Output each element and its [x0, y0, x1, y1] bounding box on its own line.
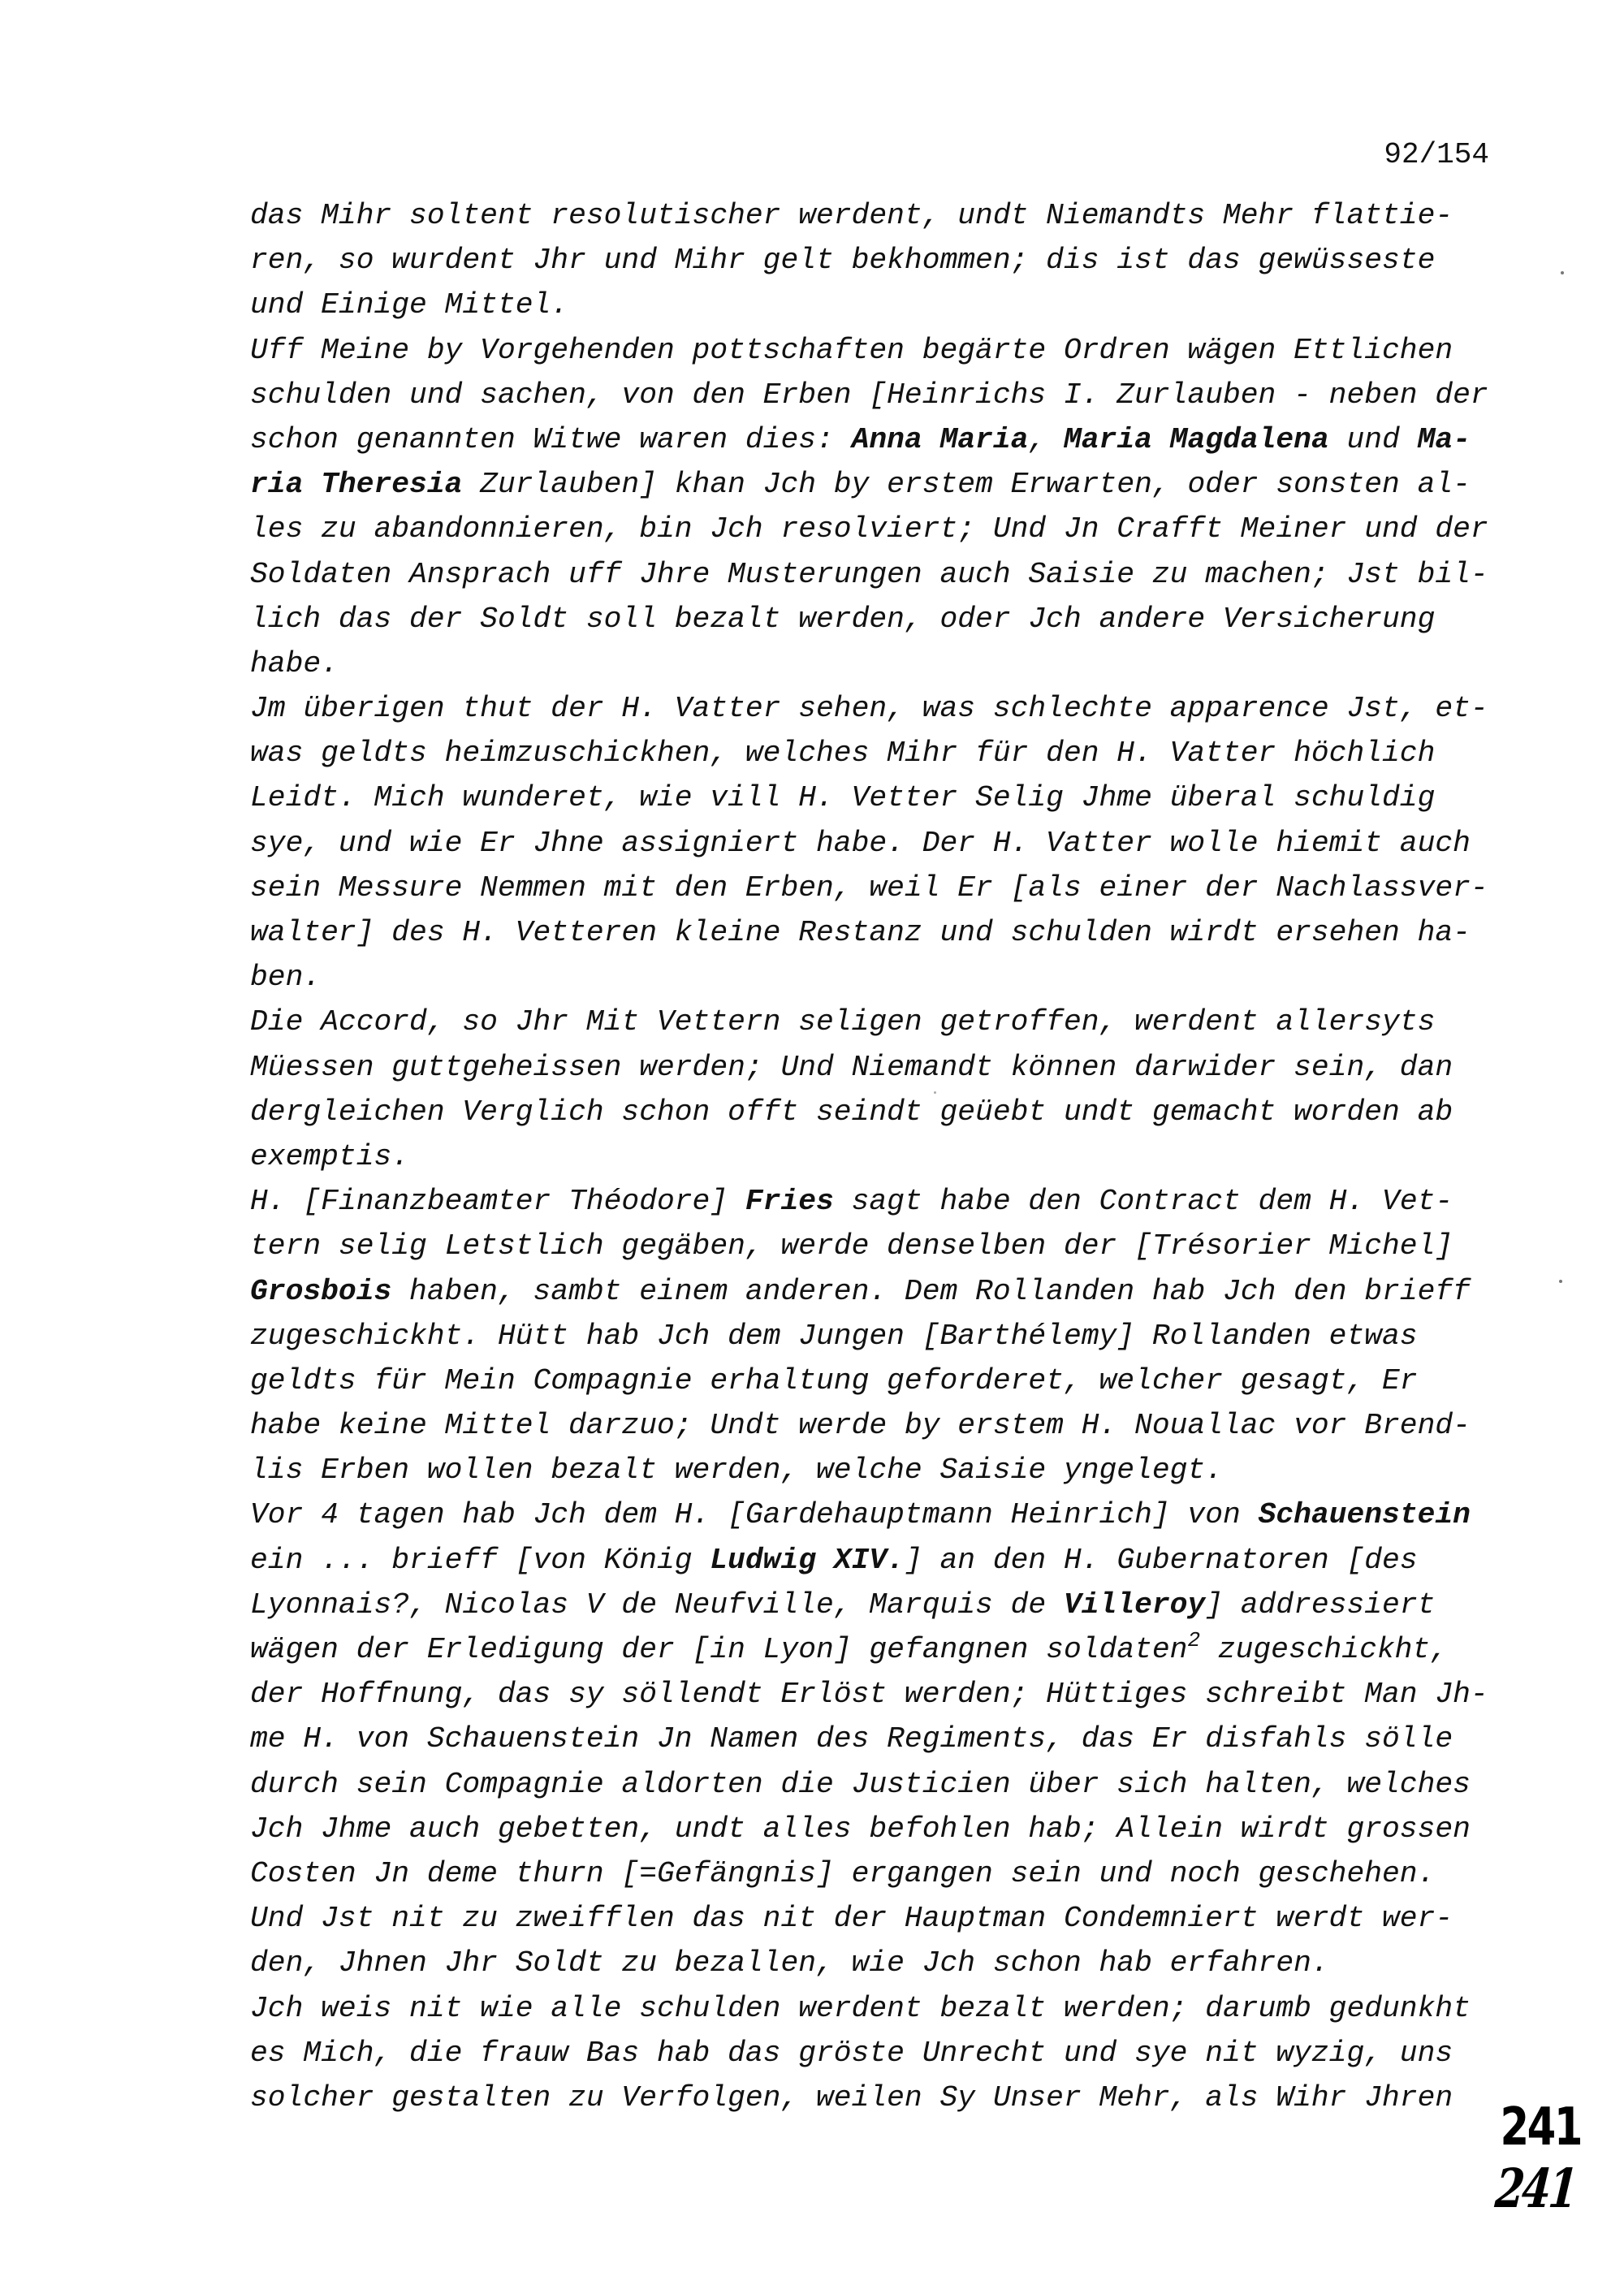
text-line: Müessen guttgeheissen werden; Und Niemandt können darwider sein, dan — [250, 1050, 1453, 1084]
text-line: habe keine Mittel darzuo; Undt werde by erstem H. Nouallac vor Brend- — [250, 1409, 1471, 1443]
text-line: Jm überigen thut der H. Vatter sehen, was schlechte apparence Jst, et- — [250, 692, 1488, 726]
text-segment: Vor 4 tagen hab Jch dem H. [Gardehauptmann Heinrich] von — [250, 1498, 1259, 1532]
text-line — [250, 462, 1517, 507]
bold-name: Grosbois — [250, 1274, 392, 1308]
archive-stamp-number: 241 — [1500, 2097, 1582, 2158]
text-line: tern selig Letstlich gegäben, werde denselben der [Trésorier Michel] — [250, 1229, 1453, 1263]
text-line: der Hoffnung, das sy söllendt Erlöst werden; Hüttiges schreibt Man Jh- — [250, 1678, 1488, 1712]
text-line — [250, 1583, 1517, 1627]
text-line — [250, 1179, 1517, 1224]
page-number: 92/154 — [1384, 138, 1489, 171]
text-line: ren, so wurdent Jhr und Mihr gelt bekhommen; dis ist das gewüsseste — [250, 244, 1436, 278]
text-line: geldts für Mein Compagnie erhaltung geforderet, welcher gesagt, Er — [250, 1363, 1418, 1397]
text-segment: und — [1328, 422, 1418, 456]
bold-name: Ma- — [1417, 422, 1471, 456]
text-segment: ] an den H. Gubernatoren [des — [904, 1543, 1418, 1577]
text-line: me H. von Schauenstein Jn Namen des Regiments, das Er disfahls sölle — [250, 1722, 1453, 1756]
text-segment: H. [Finanzbeamter Théodore] — [250, 1185, 745, 1219]
footnote-reference: 2 — [1187, 1628, 1201, 1652]
text-line: Leidt. Mich wunderet, wie vill H. Vetter Selig Jhme überal schuldig — [250, 781, 1436, 815]
text-line: Soldaten Ansprach uff Jhre Musterungen auch Saisie zu machen; Jst bil- — [250, 557, 1488, 591]
text-segment: ] addressiert — [1205, 1587, 1436, 1622]
text-line: sein Messure Nemmen mit den Erben, weil Er [als einer der Nachlassver- — [250, 870, 1488, 905]
text-line: solcher gestalten zu Verfolgen, weilen Sy Unser Mehr, als Wihr Jhren — [250, 2080, 1453, 2114]
bold-name: ria Theresia — [250, 468, 463, 502]
text-line: lich das der Soldt soll bezalt werden, oder Jch andere Versicherung — [250, 602, 1436, 636]
text-segment: ein ... brieff [von König — [250, 1543, 710, 1577]
text-line: Uff Meine by Vorgehenden pottschaften begärte Ordren wägen Ettlichen — [250, 333, 1453, 367]
text-line — [250, 1492, 1517, 1537]
bold-name: Villeroy — [1063, 1587, 1206, 1622]
margin-speck — [1559, 1280, 1562, 1283]
margin-speck — [934, 1091, 936, 1094]
text-segment: zugeschickht, — [1200, 1633, 1448, 1666]
text-line: ben. — [250, 961, 322, 995]
bold-name: Fries — [745, 1185, 834, 1219]
text-line: sye, und wie Er Jhne assigniert habe. Der H. Vatter wolle hiemit auch — [250, 826, 1471, 860]
text-line — [250, 1627, 1517, 1672]
margin-speck — [1561, 271, 1564, 274]
text-line: und Einige Mittel. — [250, 288, 569, 322]
text-line: Jch weis nit wie alle schulden werdent bezalt werden; darumb gedunkht — [250, 1991, 1471, 2025]
text-segment: Lyonnais?, Nicolas V de Neufville, Marquis de — [250, 1587, 1064, 1622]
letter-transcription — [250, 193, 1517, 2120]
handwritten-folio-number: 241 — [1492, 2157, 1579, 2220]
text-line: es Mich, die frauw Bas hab das gröste Unrecht und sye nit wyzig, uns — [250, 2036, 1453, 2070]
text-line: Und Jst nit zu zweifflen das nit der Hauptman Condemniert werdt wer- — [250, 1902, 1453, 1936]
text-line: was geldts heimzuschickhen, welches Mihr für den H. Vatter höchlich — [250, 736, 1436, 771]
text-line: Costen Jn deme thurn [=Gefängnis] ergangen sein und noch geschehen. — [250, 1856, 1436, 1890]
text-segment: haben, sambt einem anderen. Dem Rollanden hab Jch den brieff — [391, 1274, 1471, 1308]
text-line: habe. — [250, 646, 339, 680]
bold-name: Maria Magdalena — [1063, 422, 1329, 456]
text-line: Jch Jhme auch gebetten, undt alles befohlen hab; Allein wirdt grossen — [250, 1812, 1471, 1846]
text-line: lis Erben wollen bezalt werden, welche Saisie yngelegt. — [250, 1454, 1223, 1488]
text-segment: , — [1028, 422, 1064, 456]
text-line — [250, 417, 1517, 462]
text-line: walter] des H. Vetteren kleine Restanz und schulden wirdt ersehen ha- — [250, 916, 1471, 949]
text-segment: sagt habe den Contract dem H. Vet- — [833, 1185, 1453, 1219]
text-segment: wägen der Erledigung der [in Lyon] gefangnen soldaten — [250, 1633, 1188, 1666]
bold-name: Ludwig XIV. — [710, 1543, 905, 1577]
text-segment: schon genannten Witwe waren dies: — [250, 422, 852, 456]
text-line — [250, 1538, 1517, 1583]
bold-name: Schauenstein — [1258, 1498, 1471, 1532]
text-line — [250, 1269, 1517, 1314]
text-line: schulden und sachen, von den Erben [Heinrichs I. Zurlauben - neben der — [250, 378, 1488, 412]
bold-name: Anna Maria — [851, 422, 1029, 456]
text-line: das Mihr soltent resolutischer werdent, undt Niemandts Mehr flattie- — [250, 199, 1453, 232]
text-line: les zu abandonnieren, bin Jch resolviert; Und Jn Crafft Meiner und der — [250, 512, 1488, 546]
text-line: den, Jhnen Jhr Soldt zu bezallen, wie Jch schon hab erfahren. — [250, 1946, 1329, 1980]
text-line: dergleichen Verglich schon offt seindt geüebt undt gemacht worden ab — [250, 1095, 1453, 1129]
text-line: durch sein Compagnie aldorten die Justicien über sich halten, welches — [250, 1767, 1471, 1801]
text-line: Die Accord, so Jhr Mit Vettern seligen getroffen, werdent allersyts — [250, 1005, 1436, 1039]
text-segment: Zurlauben] khan Jch by erstem Erwarten, oder sonsten al- — [462, 468, 1471, 502]
text-line: zugeschickht. Hütt hab Jch dem Jungen [Barthélemy] Rollanden etwas — [250, 1319, 1418, 1353]
text-line: exemptis. — [250, 1139, 410, 1173]
